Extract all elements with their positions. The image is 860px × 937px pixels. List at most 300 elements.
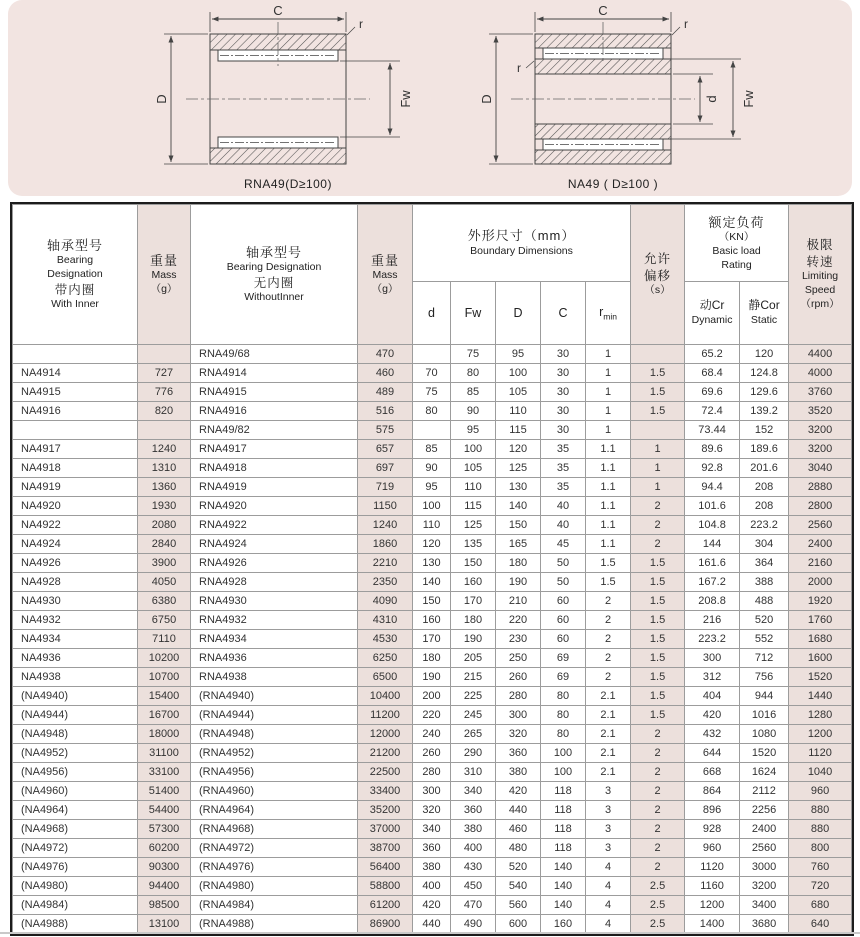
- cell-cr: 420: [685, 706, 740, 725]
- cell-rmin: 2: [586, 649, 631, 668]
- cell-cor: 756: [740, 668, 789, 687]
- cell-rmin: 1.5: [586, 554, 631, 573]
- dim-label-fw: Fw: [741, 90, 756, 108]
- cell-rna: (RNA4952): [191, 744, 358, 763]
- diagram-panel: [8, 0, 852, 196]
- cell-rpm: 720: [789, 877, 852, 896]
- cell-rmin: 1.1: [586, 497, 631, 516]
- cell-d: 75: [413, 383, 451, 402]
- cell-C: 118: [541, 839, 586, 858]
- cell-rpm: 2800: [789, 497, 852, 516]
- cell-rmin: 1.1: [586, 516, 631, 535]
- cell-na: (NA4956): [13, 763, 138, 782]
- cell-mass-outer: 1860: [358, 535, 413, 554]
- cell-mass-outer: 12000: [358, 725, 413, 744]
- col-header-D: D: [496, 282, 541, 345]
- cell-C: 80: [541, 706, 586, 725]
- cell-rmin: 1: [586, 364, 631, 383]
- cell-D: 360: [496, 744, 541, 763]
- bottom-divider: [0, 932, 860, 934]
- table-row: [13, 877, 852, 896]
- cell-rna: (RNA4944): [191, 706, 358, 725]
- table-row: [13, 896, 852, 915]
- cell-mass-outer: 697: [358, 459, 413, 478]
- cell-rna: (RNA4960): [191, 782, 358, 801]
- cell-C: 80: [541, 687, 586, 706]
- cell-s: 1: [631, 440, 685, 459]
- cell-rpm: 1280: [789, 706, 852, 725]
- cell-fw: 125: [451, 516, 496, 535]
- table-row: [13, 554, 852, 573]
- cell-C: 40: [541, 516, 586, 535]
- cell-fw: 115: [451, 497, 496, 516]
- cell-cr: 167.2: [685, 573, 740, 592]
- cell-C: 100: [541, 744, 586, 763]
- cell-mass-inner: 1360: [138, 478, 191, 497]
- cell-d: 180: [413, 649, 451, 668]
- cell-rmin: 2.1: [586, 725, 631, 744]
- cell-d: 90: [413, 459, 451, 478]
- cell-rmin: 2: [586, 668, 631, 687]
- table-row: [13, 763, 852, 782]
- table-row: [13, 915, 852, 934]
- cell-d: 95: [413, 478, 451, 497]
- cell-C: 140: [541, 858, 586, 877]
- cell-s: [631, 421, 685, 440]
- cell-d: 190: [413, 668, 451, 687]
- cell-cor: 304: [740, 535, 789, 554]
- cell-cr: 65.2: [685, 345, 740, 364]
- cell-cr: 1400: [685, 915, 740, 934]
- cell-mass-outer: 4090: [358, 592, 413, 611]
- cell-mass-outer: 470: [358, 345, 413, 364]
- cell-d: 300: [413, 782, 451, 801]
- cell-rpm: 2000: [789, 573, 852, 592]
- cell-rna: RNA4932: [191, 611, 358, 630]
- cell-rmin: 2.1: [586, 744, 631, 763]
- cell-mass-inner: 10700: [138, 668, 191, 687]
- cell-mass-outer: 6500: [358, 668, 413, 687]
- cell-cr: 432: [685, 725, 740, 744]
- cell-C: 35: [541, 459, 586, 478]
- table-row: [13, 402, 852, 421]
- cell-mass-inner: 1930: [138, 497, 191, 516]
- cell-rna: (RNA4956): [191, 763, 358, 782]
- cell-rmin: 3: [586, 839, 631, 858]
- cell-mass-inner: 16700: [138, 706, 191, 725]
- cell-cor: 223.2: [740, 516, 789, 535]
- cell-rmin: 1.1: [586, 440, 631, 459]
- cell-C: 45: [541, 535, 586, 554]
- cell-cor: 208: [740, 478, 789, 497]
- cell-mass-inner: 98500: [138, 896, 191, 915]
- cell-cr: 216: [685, 611, 740, 630]
- cell-rna: RNA4924: [191, 535, 358, 554]
- cell-s: 2: [631, 839, 685, 858]
- cell-fw: 110: [451, 478, 496, 497]
- cell-rpm: 1040: [789, 763, 852, 782]
- cell-rna: RNA49/68: [191, 345, 358, 364]
- cell-cr: 104.8: [685, 516, 740, 535]
- dim-label-r: r: [359, 17, 363, 31]
- cell-cor: 1624: [740, 763, 789, 782]
- cell-na: (NA4984): [13, 896, 138, 915]
- col-header-mass-inner: 重量 Mass （g）: [138, 205, 191, 345]
- cell-s: 2.5: [631, 915, 685, 934]
- cell-D: 95: [496, 345, 541, 364]
- cell-cor: 3200: [740, 877, 789, 896]
- cell-mass-inner: 1310: [138, 459, 191, 478]
- na49-caption: NA49 ( D≥100 ): [567, 177, 659, 191]
- dim-label-r-left: r: [517, 61, 521, 75]
- cell-cr: 69.6: [685, 383, 740, 402]
- cell-mass-inner: 54400: [138, 801, 191, 820]
- cell-mass-outer: 21200: [358, 744, 413, 763]
- cell-mass-outer: 460: [358, 364, 413, 383]
- table-row: [13, 630, 852, 649]
- cell-cr: 73.44: [685, 421, 740, 440]
- cell-na: (NA4944): [13, 706, 138, 725]
- cell-rmin: 1.5: [586, 573, 631, 592]
- cell-cr: 896: [685, 801, 740, 820]
- cell-fw: 430: [451, 858, 496, 877]
- cell-fw: 80: [451, 364, 496, 383]
- cell-cor: 189.6: [740, 440, 789, 459]
- cell-s: 1.5: [631, 554, 685, 573]
- cell-rmin: 4: [586, 915, 631, 934]
- cell-s: 1.5: [631, 687, 685, 706]
- table-row: [13, 725, 852, 744]
- cell-C: 35: [541, 478, 586, 497]
- cell-s: 2: [631, 497, 685, 516]
- cell-rpm: 2560: [789, 516, 852, 535]
- cell-rpm: 880: [789, 801, 852, 820]
- cell-d: 200: [413, 687, 451, 706]
- cell-s: 2: [631, 782, 685, 801]
- cell-D: 105: [496, 383, 541, 402]
- cell-C: 140: [541, 896, 586, 915]
- cell-d: 320: [413, 801, 451, 820]
- cell-rna: RNA4934: [191, 630, 358, 649]
- cell-D: 460: [496, 820, 541, 839]
- cell-d: 140: [413, 573, 451, 592]
- cell-C: 30: [541, 364, 586, 383]
- table-row: [13, 592, 852, 611]
- cell-d: 70: [413, 364, 451, 383]
- cell-d: 420: [413, 896, 451, 915]
- cell-rna: (RNA4972): [191, 839, 358, 858]
- col-header-designation-with-inner: 轴承型号 Bearing Designation 带内圈 With Inner: [13, 205, 138, 345]
- col-header-C: C: [541, 282, 586, 345]
- cell-mass-outer: 11200: [358, 706, 413, 725]
- cell-mass-inner: 31100: [138, 744, 191, 763]
- cell-cor: 520: [740, 611, 789, 630]
- cell-mass-outer: 37000: [358, 820, 413, 839]
- cell-na: (NA4960): [13, 782, 138, 801]
- cell-d: 160: [413, 611, 451, 630]
- cell-s: 1.5: [631, 649, 685, 668]
- cell-cr: 89.6: [685, 440, 740, 459]
- cell-d: 360: [413, 839, 451, 858]
- cell-rmin: 1: [586, 383, 631, 402]
- table-row: [13, 611, 852, 630]
- col-header-designation-without-inner: 轴承型号 Bearing Designation 无内圈 WithoutInner: [191, 205, 358, 345]
- table-row: [13, 706, 852, 725]
- cell-s: 1: [631, 459, 685, 478]
- cell-s: 1.5: [631, 383, 685, 402]
- cell-d: [413, 345, 451, 364]
- cell-s: 2.5: [631, 896, 685, 915]
- cell-rpm: 760: [789, 858, 852, 877]
- dim-label-fw: Fw: [398, 90, 413, 108]
- cell-rpm: 3760: [789, 383, 852, 402]
- cell-s: 2.5: [631, 877, 685, 896]
- cell-C: 118: [541, 820, 586, 839]
- cell-rpm: 640: [789, 915, 852, 934]
- cell-D: 520: [496, 858, 541, 877]
- table-header: [13, 205, 852, 345]
- cell-D: 540: [496, 877, 541, 896]
- cell-na: NA4928: [13, 573, 138, 592]
- cell-fw: 100: [451, 440, 496, 459]
- cell-cor: 124.8: [740, 364, 789, 383]
- cell-rna: RNA4928: [191, 573, 358, 592]
- cell-na: (NA4952): [13, 744, 138, 763]
- table-row: [13, 459, 852, 478]
- cell-D: 165: [496, 535, 541, 554]
- cell-mass-outer: 56400: [358, 858, 413, 877]
- cell-rna: RNA49/82: [191, 421, 358, 440]
- cell-d: 120: [413, 535, 451, 554]
- cell-mass-inner: 6750: [138, 611, 191, 630]
- cell-s: 1.5: [631, 592, 685, 611]
- cell-na: NA4915: [13, 383, 138, 402]
- cell-na: (NA4964): [13, 801, 138, 820]
- rna49-cross-section-diagram: [138, 4, 438, 179]
- cell-D: 130: [496, 478, 541, 497]
- cell-rmin: 3: [586, 801, 631, 820]
- cell-rpm: 1920: [789, 592, 852, 611]
- cell-na: NA4922: [13, 516, 138, 535]
- cell-D: 180: [496, 554, 541, 573]
- cell-rna: RNA4916: [191, 402, 358, 421]
- cell-mass-inner: 15400: [138, 687, 191, 706]
- cell-fw: 310: [451, 763, 496, 782]
- cell-na: (NA4980): [13, 877, 138, 896]
- cell-cor: 2400: [740, 820, 789, 839]
- cell-rna: RNA4926: [191, 554, 358, 573]
- cell-rpm: 680: [789, 896, 852, 915]
- cell-rmin: 1: [586, 402, 631, 421]
- cell-d: 150: [413, 592, 451, 611]
- cell-mass-outer: 2350: [358, 573, 413, 592]
- cell-mass-outer: 22500: [358, 763, 413, 782]
- cell-cr: 101.6: [685, 497, 740, 516]
- table-row: [13, 801, 852, 820]
- cell-fw: 225: [451, 687, 496, 706]
- na49-cross-section-diagram: [463, 4, 763, 179]
- cell-rmin: 1.1: [586, 478, 631, 497]
- cell-cor: 712: [740, 649, 789, 668]
- cell-cor: 2560: [740, 839, 789, 858]
- cell-mass-outer: 657: [358, 440, 413, 459]
- cell-C: 30: [541, 345, 586, 364]
- cell-D: 600: [496, 915, 541, 934]
- cell-cr: 668: [685, 763, 740, 782]
- table-row: [13, 649, 852, 668]
- cell-s: 2: [631, 725, 685, 744]
- cell-na: (NA4976): [13, 858, 138, 877]
- cell-s: 1.5: [631, 630, 685, 649]
- cell-na: NA4936: [13, 649, 138, 668]
- cell-cor: 152: [740, 421, 789, 440]
- cell-rna: (RNA4980): [191, 877, 358, 896]
- cell-mass-inner: 1240: [138, 440, 191, 459]
- cell-fw: 360: [451, 801, 496, 820]
- cell-cor: 2112: [740, 782, 789, 801]
- cell-mass-inner: 57300: [138, 820, 191, 839]
- cell-D: 100: [496, 364, 541, 383]
- cell-rna: (RNA4964): [191, 801, 358, 820]
- cell-cr: 644: [685, 744, 740, 763]
- cell-rna: RNA4938: [191, 668, 358, 687]
- cell-rpm: 1520: [789, 668, 852, 687]
- cell-cr: 928: [685, 820, 740, 839]
- cell-D: 150: [496, 516, 541, 535]
- cell-rpm: 1680: [789, 630, 852, 649]
- cell-cr: 1200: [685, 896, 740, 915]
- cell-D: 190: [496, 573, 541, 592]
- dim-label-c: C: [273, 4, 283, 18]
- cell-D: 380: [496, 763, 541, 782]
- cell-mass-inner: 7110: [138, 630, 191, 649]
- table-row: [13, 687, 852, 706]
- cell-mass-outer: 38700: [358, 839, 413, 858]
- cell-cr: 161.6: [685, 554, 740, 573]
- cell-s: 1.5: [631, 573, 685, 592]
- table-row: [13, 478, 852, 497]
- table-row: [13, 516, 852, 535]
- cell-na: [13, 345, 138, 364]
- cell-na: (NA4972): [13, 839, 138, 858]
- cell-C: 140: [541, 877, 586, 896]
- cell-cor: 488: [740, 592, 789, 611]
- cell-na: (NA4968): [13, 820, 138, 839]
- cell-cr: 68.4: [685, 364, 740, 383]
- table-row: [13, 364, 852, 383]
- cell-C: 30: [541, 402, 586, 421]
- cell-na: NA4916: [13, 402, 138, 421]
- cell-D: 220: [496, 611, 541, 630]
- cell-rmin: 2.1: [586, 706, 631, 725]
- cell-rmin: 1: [586, 345, 631, 364]
- cell-d: 130: [413, 554, 451, 573]
- cell-rmin: 3: [586, 782, 631, 801]
- cell-C: 69: [541, 649, 586, 668]
- cell-rpm: 1760: [789, 611, 852, 630]
- cell-rna: RNA4914: [191, 364, 358, 383]
- cell-D: 480: [496, 839, 541, 858]
- cell-fw: 470: [451, 896, 496, 915]
- cell-C: 40: [541, 497, 586, 516]
- cell-D: 250: [496, 649, 541, 668]
- cell-fw: 205: [451, 649, 496, 668]
- cell-cr: 300: [685, 649, 740, 668]
- col-header-limiting-speed: 极限 转速 Limiting Speed （rpm）: [789, 205, 852, 345]
- cell-rpm: 4000: [789, 364, 852, 383]
- cell-mass-outer: 719: [358, 478, 413, 497]
- dim-label-D: D: [479, 94, 494, 104]
- table-row: [13, 858, 852, 877]
- dim-label-d: d: [704, 95, 719, 103]
- cell-C: 118: [541, 782, 586, 801]
- cell-cr: 404: [685, 687, 740, 706]
- cell-C: 80: [541, 725, 586, 744]
- cell-mass-inner: 13100: [138, 915, 191, 934]
- cell-cr: 223.2: [685, 630, 740, 649]
- cell-D: 230: [496, 630, 541, 649]
- cell-rmin: 1: [586, 421, 631, 440]
- cell-rpm: 1120: [789, 744, 852, 763]
- cell-cor: 3400: [740, 896, 789, 915]
- table-row: [13, 383, 852, 402]
- cell-cr: 864: [685, 782, 740, 801]
- cell-d: 110: [413, 516, 451, 535]
- cell-mass-inner: 2080: [138, 516, 191, 535]
- cell-mass-inner: 33100: [138, 763, 191, 782]
- cell-s: [631, 345, 685, 364]
- cell-d: 380: [413, 858, 451, 877]
- cell-C: 30: [541, 383, 586, 402]
- cell-rpm: 2400: [789, 535, 852, 554]
- cell-D: 300: [496, 706, 541, 725]
- cell-rmin: 2: [586, 611, 631, 630]
- cell-rpm: 2880: [789, 478, 852, 497]
- cell-s: 1.5: [631, 706, 685, 725]
- cell-rna: (RNA4984): [191, 896, 358, 915]
- cell-mass-inner: [138, 345, 191, 364]
- col-header-allowable-offset: 允许 偏移 （s）: [631, 205, 685, 345]
- cell-fw: 490: [451, 915, 496, 934]
- cell-rpm: 1600: [789, 649, 852, 668]
- cell-s: 2: [631, 820, 685, 839]
- cell-C: 60: [541, 611, 586, 630]
- cell-D: 125: [496, 459, 541, 478]
- dim-label-c: C: [598, 4, 608, 18]
- cell-cor: 3680: [740, 915, 789, 934]
- cell-mass-outer: 2210: [358, 554, 413, 573]
- cell-cor: 201.6: [740, 459, 789, 478]
- cell-mass-inner: 776: [138, 383, 191, 402]
- cell-s: 2: [631, 763, 685, 782]
- col-header-dynamic-cr: 动Cr Dynamic: [685, 282, 740, 345]
- cell-rna: RNA4918: [191, 459, 358, 478]
- cell-d: 400: [413, 877, 451, 896]
- cell-D: 560: [496, 896, 541, 915]
- cell-C: 50: [541, 554, 586, 573]
- cell-na: NA4924: [13, 535, 138, 554]
- cell-mass-outer: 4530: [358, 630, 413, 649]
- table-row: [13, 535, 852, 554]
- cell-C: 69: [541, 668, 586, 687]
- cell-fw: 290: [451, 744, 496, 763]
- cell-D: 120: [496, 440, 541, 459]
- cell-cor: 3000: [740, 858, 789, 877]
- cell-rpm: 3200: [789, 440, 852, 459]
- cell-na: NA4920: [13, 497, 138, 516]
- cell-rpm: 880: [789, 820, 852, 839]
- cell-s: 2: [631, 535, 685, 554]
